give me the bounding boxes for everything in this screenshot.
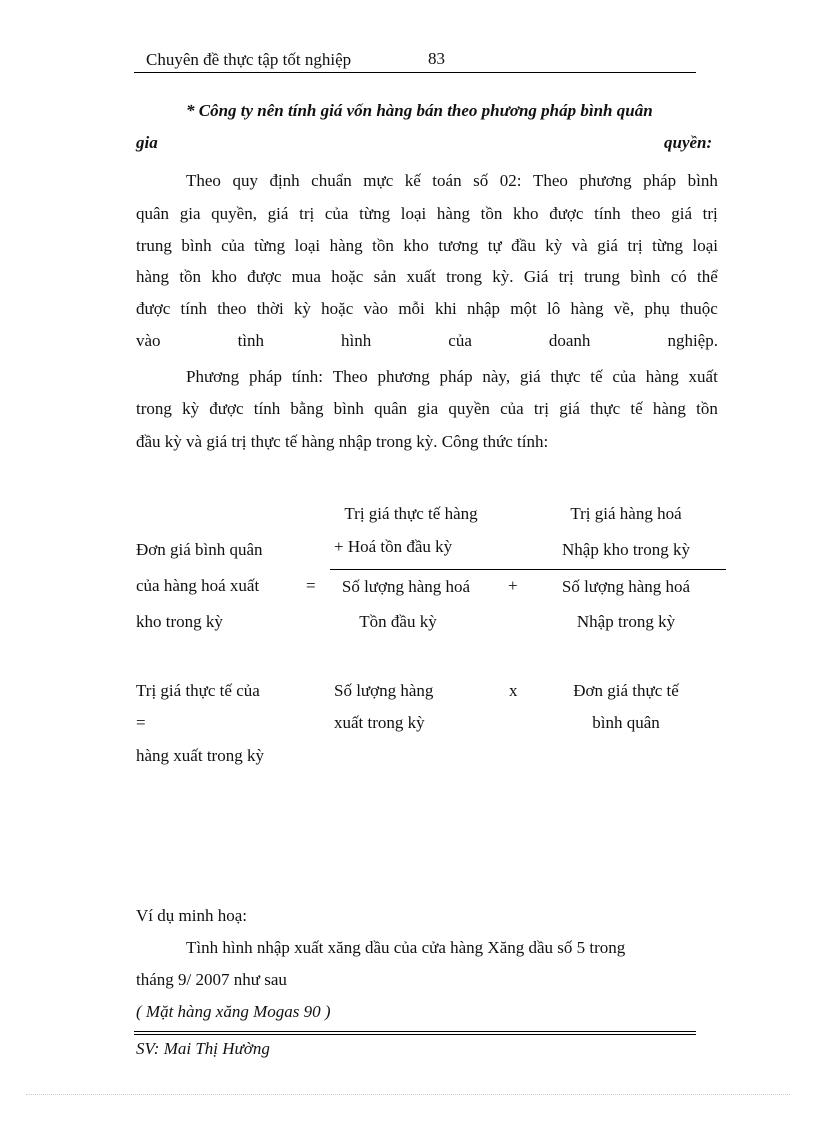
word: trị [533, 399, 549, 418]
word: được [136, 299, 171, 318]
formula1-denominator2-line1: Số lượng hàng hoá [561, 577, 691, 596]
section-heading-line1: * Công ty nên tính giá vốn hàng bán theo phương pháp bình quân [186, 101, 653, 120]
word: tính [253, 399, 281, 418]
word: mua [291, 267, 321, 286]
word: quyền [448, 399, 490, 418]
word: tồn [696, 399, 718, 418]
paragraph1-line5 [136, 299, 718, 319]
word: quân [136, 204, 170, 223]
word: của [324, 204, 349, 223]
formula2-quantity-line1: Số lượng hàng [334, 681, 434, 700]
paragraph1-line4 [136, 267, 718, 287]
word: giá [267, 204, 289, 223]
word: giá [671, 204, 692, 223]
word: loại [294, 236, 321, 255]
formula1-denominator1-line2: Tồn đầu kỳ [359, 612, 437, 631]
word: thuộc [680, 299, 718, 318]
word: pháp [439, 367, 473, 386]
word: kho [513, 204, 539, 223]
paragraph2-line1 [186, 367, 718, 387]
word: kho [211, 267, 237, 286]
formula1-lhs-line2: của hàng hoá xuất [136, 576, 260, 595]
formula2-price-line1: Đơn giá thực tế [573, 681, 679, 700]
word: quy [232, 171, 258, 190]
word: xuất [406, 267, 436, 286]
word: bình [333, 399, 364, 418]
word: mỗi [398, 299, 425, 318]
word: Theo [532, 171, 568, 190]
word: hoặc [331, 267, 364, 286]
word: trung [136, 236, 172, 255]
word: kỳ [182, 399, 200, 418]
formula1-denominator2-line2: Nhập trong kỳ [576, 612, 676, 631]
word: gia [417, 399, 439, 418]
word: tình [237, 331, 265, 350]
formula1-lhs-line1: Đơn giá bình quân [136, 540, 263, 559]
word: đầu [511, 236, 536, 255]
word: hình [341, 331, 372, 350]
word: doanh [548, 331, 591, 350]
word: kỳ. [492, 267, 514, 286]
word: theo [217, 299, 247, 318]
section-heading-line2-left: gia [136, 133, 158, 152]
word: trong [446, 267, 482, 286]
word: thể [697, 267, 718, 286]
word: giá [559, 399, 580, 418]
word: lô [547, 299, 561, 318]
word: thực [590, 399, 621, 418]
formula1-numerator2-line2: Nhập kho trong kỳ [562, 540, 690, 559]
word: toán [432, 171, 462, 190]
header-rule [134, 72, 696, 73]
word: một [510, 299, 537, 318]
word: giá [597, 236, 618, 255]
word: tồn [372, 236, 394, 255]
formula1-numerator1-line2: + Hoá tồn đầu kỳ [334, 537, 453, 556]
word: từng [652, 236, 683, 255]
example-note: ( Mặt hàng xăng Mogas 90 ) [136, 1002, 331, 1021]
word: loại [692, 236, 718, 255]
word: nghiệp. [667, 331, 718, 350]
word: tế [590, 367, 603, 386]
paragraph1-line6 [136, 331, 718, 351]
word: thực [550, 367, 581, 386]
word: xuất [688, 367, 718, 386]
word: hàng [645, 367, 679, 386]
formula2-times-sign: x [509, 681, 518, 700]
word: kỳ [545, 236, 563, 255]
word: quân [374, 399, 408, 418]
word: kho [403, 236, 429, 255]
word: trong [136, 399, 172, 418]
formula1-plus-sign: + [508, 576, 518, 595]
example-line1: Tình hình nhập xuất xăng dầu của cửa hàng Xăng dầu số 5 trong [186, 938, 626, 957]
word: khi [435, 299, 457, 318]
word: tồn [179, 267, 202, 286]
word: có [670, 267, 687, 286]
formula1-numerator2-line1: Trị giá hàng hoá [570, 504, 682, 523]
word: trung [584, 267, 620, 286]
word: tồn [480, 204, 503, 223]
word: sản [373, 267, 397, 286]
word: từng [254, 236, 286, 255]
word: của [500, 399, 524, 418]
example-line2: tháng 9/ 2007 như sau [136, 970, 287, 989]
word: quyền, [211, 204, 257, 223]
word: hàng [136, 267, 170, 286]
word: hàng [652, 399, 686, 418]
word: theo [631, 204, 661, 223]
word: tương [438, 236, 479, 255]
formula2-equals-sign: = [136, 713, 146, 732]
formula1-fraction-bar [330, 569, 726, 570]
word: trị [702, 204, 718, 223]
page-number: 83 [428, 49, 445, 68]
word: Giá [523, 267, 549, 286]
paragraph2-line2 [136, 399, 718, 419]
word: mực [363, 171, 394, 190]
word: phụ [644, 299, 670, 318]
word: được [209, 399, 244, 418]
word: bình [181, 236, 212, 255]
formula1-equals-sign: = [306, 576, 316, 595]
word: bình [687, 171, 718, 190]
formula1-numerator1-line1: Trị giá thực tế hàng [344, 504, 478, 523]
paragraph2-line3: đầu kỳ và giá trị thực tế hàng nhập trong kỳ. Công thức tính: [136, 432, 549, 451]
word: vào [136, 331, 161, 350]
word: bình [630, 267, 661, 286]
word: bằng [290, 399, 324, 418]
formula2-quantity-line2: xuất trong kỳ [334, 713, 425, 732]
word: kỳ [293, 299, 311, 318]
word: Theo [332, 367, 368, 386]
word: Theo [186, 171, 221, 190]
running-header-title: Chuyên đề thực tập tốt nghiệp [146, 50, 352, 69]
page-edge-dotted-line [26, 1094, 790, 1095]
word: về, [613, 299, 635, 318]
word: gia [179, 204, 201, 223]
word: kế [404, 171, 421, 190]
word: này, [482, 367, 511, 386]
formula2-lhs-line1: Trị giá thực tế của [136, 681, 260, 700]
formula1-denominator1-line1: Số lượng hàng hoá [341, 577, 471, 596]
word: của [221, 236, 245, 255]
formula2-price-line2: bình quân [592, 713, 660, 732]
footer-rule-bottom [134, 1034, 696, 1035]
word: phương [579, 171, 632, 190]
word: trị [627, 236, 643, 255]
paragraph1-line3 [136, 236, 718, 256]
word: được [247, 267, 282, 286]
word: và [571, 236, 588, 255]
word: trị [299, 204, 315, 223]
word: phương [377, 367, 430, 386]
word: được [549, 204, 584, 223]
word: trị [558, 267, 574, 286]
word: pháp [248, 367, 283, 386]
paragraph1-line1 [186, 171, 718, 191]
footer-author: SV: Mai Thị Hường [136, 1039, 270, 1058]
word: tính: [291, 367, 323, 386]
word: hàng [329, 236, 363, 255]
word: của [448, 331, 472, 350]
word: tính [594, 204, 621, 223]
section-heading-line2-right: quyền: [664, 133, 713, 152]
word: giá [519, 367, 541, 386]
footer-rule-top [134, 1031, 696, 1032]
word: nhập [467, 299, 501, 318]
word: chuẩn [311, 171, 352, 190]
word: Phương [186, 367, 240, 386]
word: hoặc [321, 299, 354, 318]
word: từng [359, 204, 391, 223]
word: tế [630, 399, 643, 418]
word: vào [363, 299, 389, 318]
word: số [473, 171, 489, 190]
word: hàng [436, 204, 470, 223]
word: thời [256, 299, 284, 318]
word: định [269, 171, 300, 190]
formula2-lhs-line2: hàng xuất trong kỳ [136, 746, 264, 765]
word: loại [400, 204, 427, 223]
word: hàng [570, 299, 604, 318]
example-label: Ví dụ minh hoạ: [136, 906, 247, 925]
formula1-lhs-line3: kho trong kỳ [136, 612, 223, 631]
word: pháp [643, 171, 677, 190]
paragraph1-line2 [136, 204, 718, 224]
word: tính [180, 299, 207, 318]
word: 02: [499, 171, 522, 190]
word: của [612, 367, 636, 386]
word: tự [487, 236, 502, 255]
